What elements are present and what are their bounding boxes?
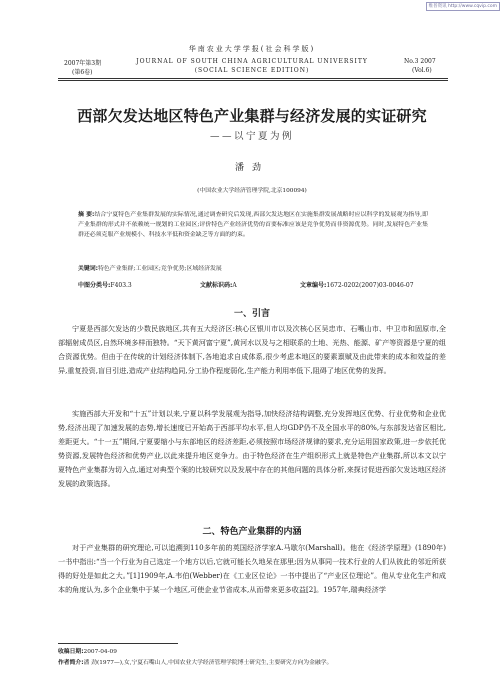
keywords-label: 关键词: bbox=[78, 266, 99, 272]
watermark: 维普资讯 http://www.cqvip.com bbox=[426, 2, 500, 11]
edition-en: (SOCIAL SCIENCE EDITION) bbox=[194, 67, 310, 74]
received-date bbox=[58, 646, 117, 655]
bio-label: 作者简介: bbox=[58, 660, 84, 666]
article-no-value: 1672-0202(2007)03-0046-07 bbox=[326, 282, 414, 289]
abstract bbox=[78, 210, 428, 241]
volume-right: (Vol.6) bbox=[412, 67, 432, 74]
author-affiliation: (中国农业大学经济管理学院,北京100094) bbox=[197, 188, 307, 194]
journal-title-cn: 华南农业大学学报(社会科学版) bbox=[188, 45, 316, 53]
doc-code bbox=[200, 280, 237, 289]
keywords-text: 特色产业集群;工业园区;竞争优势;区域经济发展 bbox=[98, 266, 222, 272]
abstract-text: 结合宁夏特色产业集群发展的实际情况,通过调查研究后发现,西部欠发达地区在实施集群发展战略时应以科学的发展观为指导,即产业集群的形式并不依赖统一规划的工业园区;评价特色产业经济优势的首要标准应该是竞争优势而非资源优势。同时,发展特色产业集群还必须克服产业规模小、科技水平低和资金缺乏等方面的约束。 bbox=[78, 212, 428, 239]
journal-title-en: JOURNAL OF SOUTH CHINA AGRICULTURAL UNIVERSITY bbox=[136, 58, 368, 65]
volume-left: (第6卷) bbox=[72, 69, 93, 76]
author-bio bbox=[58, 657, 332, 666]
doc-value: A bbox=[232, 282, 237, 289]
doc-label: 文献标识码: bbox=[200, 282, 233, 289]
article-number bbox=[300, 280, 414, 289]
keywords bbox=[78, 264, 428, 274]
clc-number bbox=[78, 280, 132, 289]
section-heading-cluster: 二、特色产业集群的内涵 bbox=[202, 527, 302, 537]
clc-label: 中图分类号: bbox=[78, 282, 111, 289]
section-heading-intro: 一、引言 bbox=[233, 309, 270, 319]
footnote-rule bbox=[58, 643, 178, 644]
article-subtitle: ——以宁夏为例 bbox=[209, 131, 294, 142]
header-rule-bottom bbox=[58, 80, 448, 81]
bio-value: 潘 劲(1977—),女,宁夏石嘴山人,中国农业大学经济管理学院博士研究生,主要研究方向为金融学。 bbox=[83, 660, 333, 666]
issue-right: No.3 2007 bbox=[404, 58, 436, 65]
received-value: 2007-04-09 bbox=[83, 649, 117, 655]
paragraph-2: 实施西部大开发和“十五”计划以来,宁夏以科学发展观为指导,加快经济结构调整,充分发挥地区优势、行业优势和企业优势,经济出现了加速发展的态势,增长速度已开始高于西部平均水平,但人均GDP仍不及全国水平的80%,与东部发达省区相比,差距更大。“十一五”期间,宁夏要缩小与东部地区的经济差距,必须按照市场经济规律的要求,充分运用国家政策,进一步依托优势资源,发展特色经济和优势产业,以此来提升地区竞争力。由于特色经济在生产组织形式上就是特色产业集群,所以本文以宁夏特色产业集群为切入点,通过对典型个案的比较研究以及发展中存在的其他问题的具体分析,来探讨促进西部欠发达地区经济发展的政策选择。 bbox=[58, 409, 446, 489]
received-label: 收稿日期: bbox=[58, 649, 84, 655]
author-name: 潘劲 bbox=[234, 163, 269, 173]
article-title: 西部欠发达地区特色产业集群与经济发展的实证研究 bbox=[77, 107, 427, 125]
paragraph-3: 对于产业集群的研究理论,可以追溯到110多年前的英国经济学家A.马歇尔(Marshall)。他在《经济学原理》(1890年)一书中指出:“当一个行业为自己选定一个地方以后,它就可能长久地呆在那里;因为从事同一技术行业的人们从彼此的邻近所获得的好处是如此之大。”[1]1909年,A.韦伯(Webber)在《工业区位论》一书中提出了“产业区位理论”。他从专业化生产和成本的角度认为,多个企业集中于某一个地区,可使企业节省成本,从而带来更多收益[2]。1957年,瑞典经济学 bbox=[58, 543, 446, 595]
article-no-label: 文章编号: bbox=[300, 282, 327, 289]
paragraph-1: 宁夏是西部欠发达的少数民族地区,共有五大经济区:核心区银川市以及次核心区吴忠市、石嘴山市、中卫市和固原市,全部辐射成员区,自然环境多样而独特。“天下黄河富宁夏”,黄河水以及与之相联系的土地、光热、能源、矿产等资源是宁夏的组合资源优势。但由于在传统的计划经济体制下,各地追求自成体系,很少考虑本地区的要素禀赋及由此带来的成本和效益的差异,重复投资,盲目引进,造成产业结构趋同,分工协作程度弱化,生产能力利用率低下,阻碍了地区优势的发挥。 bbox=[58, 324, 446, 376]
issue-left: 2007年第3期 bbox=[64, 60, 102, 67]
header-rule-top bbox=[58, 78, 448, 79]
abstract-label: 摘 要: bbox=[78, 212, 95, 218]
clc-value: F403.3 bbox=[110, 282, 132, 289]
